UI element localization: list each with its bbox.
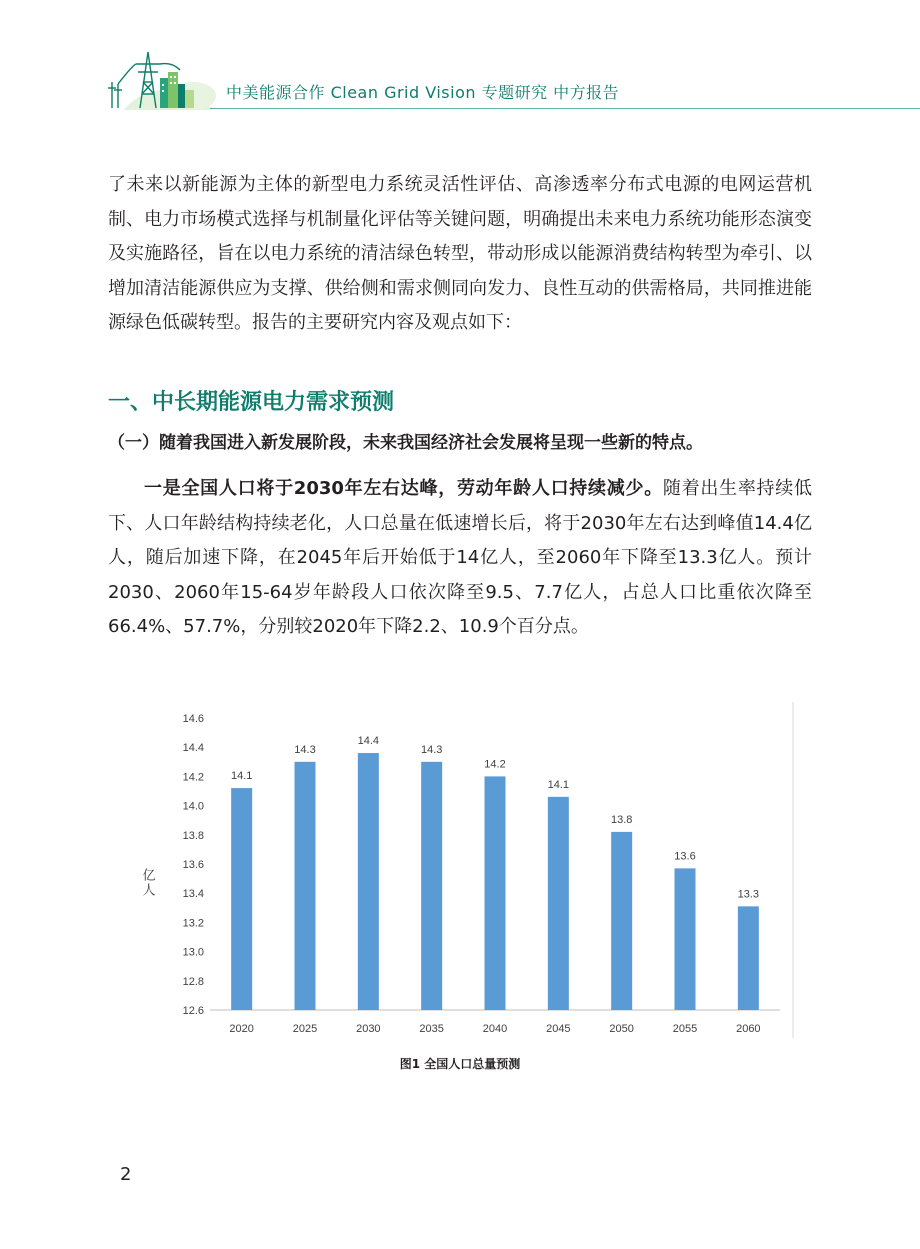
bar [611,832,632,1010]
bar [231,788,252,1010]
data-label: 14.1 [230,770,253,783]
bar [548,797,569,1010]
paragraph-lead: 一是全国人口将于2030年左右达峰，劳动年龄人口持续减少。 [144,478,663,499]
figure-caption: 图1 全国人口总量预测 [399,1057,521,1071]
data-label: 13.8 [610,813,633,826]
data-label: 14.4 [357,735,380,748]
paragraph-body: 随着出生率持续低下、人口年龄结构持续老化，人口总量在低速增长后，将于2030年左右达到峰值14.4亿人，随后加速下降，在2045年后开始低于14亿人，至2060年下降至13.3亿人。预计2030、2060年15-64岁年龄段人口依次降至9.5、7.7亿人，占总人口比重依次降至66.4%、57.7%，分别较2020年下降2.2、10.9个百分点。 [108,478,812,637]
header-divider [210,108,920,109]
y-tick-label: 13.6 [182,859,204,871]
data-label: 14.2 [484,758,506,771]
data-label: 14.3 [420,743,443,756]
y-axis-label: 亿人 [140,868,156,898]
x-tick-label: 2025 [292,1023,318,1035]
y-tick-label: 13.0 [182,946,204,959]
x-tick-label: 2040 [482,1023,508,1035]
population-bar-chart [130,700,810,1050]
power-tower-city-logo-icon [104,44,216,112]
y-tick-label: 14.2 [182,771,204,784]
y-tick-label: 12.8 [182,975,204,988]
y-tick-label: 13.8 [182,829,204,842]
y-tick-label: 14.6 [182,713,204,725]
x-tick-label: 2050 [609,1023,634,1035]
bar [738,906,759,1010]
y-tick-label: 14.0 [182,800,204,813]
header-title: 中美能源合作 Clean Grid Vision 专题研究 中方报告 [226,83,620,102]
y-tick-label: 13.4 [182,888,204,901]
data-label: 14.1 [547,778,570,791]
section-subheading: （一）随着我国进入新发展阶段，未来我国经济社会发展将呈现一些新的特点。 [108,433,703,453]
x-tick-label: 2055 [672,1023,698,1035]
bar [358,753,379,1010]
data-label: 13.6 [674,850,696,863]
y-tick-label: 13.2 [182,917,204,930]
intro-paragraph: 了未来以新能源为主体的新型电力系统灵活性评估、高渗透率分布式电源的电网运营机制、电力市场模式选择与机制量化评估等关键问题，明确提出未来电力系统功能形态演变及实施路径，旨在以电力系统的清洁绿色转型，带动形成以能源消费结构转型为牵引、以增加清洁能源供应为支撑、供给侧和需求侧同向发力、良性互动的供需格局，共同推进能源绿色低碳转型。报告的主要研究内容及观点如下： [108,174,812,333]
x-tick-label: 2035 [419,1023,444,1035]
bar [485,776,506,1010]
bar [675,868,696,1010]
x-tick-label: 2030 [356,1023,381,1035]
bar [421,762,442,1010]
data-label: 13.3 [737,888,760,901]
y-tick-label: 12.6 [182,1005,204,1017]
page-header [0,0,920,115]
page-number: 2 [120,1164,132,1185]
population-paragraph [108,472,812,645]
section-heading: 一、中长期能源电力需求预测 [108,390,395,415]
x-tick-label: 2045 [546,1023,571,1035]
y-tick-label: 14.4 [182,742,204,755]
data-label: 14.3 [294,743,316,756]
x-tick-label: 2020 [229,1023,254,1035]
bar [295,762,316,1010]
x-tick-label: 2060 [736,1023,761,1035]
